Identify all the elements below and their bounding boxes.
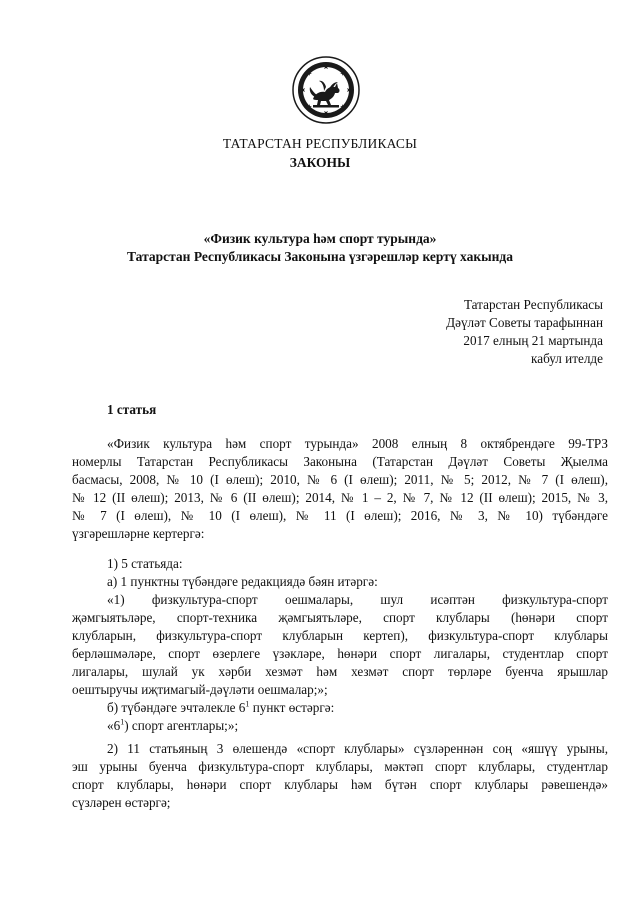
text-line: эш урыны буенча физкультура-спорт клублары, мәктәп спорт клублары, студентлар bbox=[72, 759, 608, 774]
text-line: җәмгыятьләре, спорт-техника җәмгыятьләре, спорт клублары (һөнәри спорт bbox=[72, 610, 608, 625]
text-line: а) 1 пунктны түбәндәге редакциядә бәян итәргә: bbox=[107, 574, 378, 589]
text-line bbox=[72, 699, 608, 717]
adoption-line: Дәүләт Советы тарафыннан bbox=[446, 315, 603, 330]
text-line bbox=[72, 717, 608, 735]
coat-of-arms-emblem bbox=[291, 55, 361, 125]
text-segment: «6 bbox=[107, 718, 121, 733]
text-line: сүзләрен өстәргә; bbox=[72, 795, 171, 810]
article-heading: 1 статья bbox=[107, 402, 157, 417]
text-line: басмасы, 2008, № 10 (I өлеш); 2010, № 6 (I өлеш); 2011, № 5; 2012, № 7 (I өлеш), bbox=[72, 472, 608, 487]
text-line: номерлы Татарстан Республикасы Законына (Татарстан Дәүләт Советы Җыелма bbox=[72, 454, 608, 469]
text-line: № 12 (II өлеш); 2013, № 6 (II өлеш); 2014, № 1 – 2, № 7, № 12 (II өлеш); 2015, № 3, bbox=[72, 490, 608, 505]
text-line: үзгәрешләрне кертергә: bbox=[72, 526, 205, 541]
text-line: клубларын, физкультура-спорт клубларын кертеп), физкультура-спорт клублары bbox=[72, 628, 608, 643]
text-line: «Физик культура һәм спорт турында» 2008 елның 8 октябрендәге 99-ТРЗ bbox=[107, 436, 608, 451]
text-segment: б) түбәндәге эчтәлекле 6 bbox=[107, 700, 246, 715]
law-heading: ЗАКОНЫ bbox=[289, 155, 351, 170]
text-line: лигалары, шулай ук хәрби хезмәт һәм хезмәт спорт төрләре буенча ярышлар bbox=[72, 664, 608, 679]
text-line: 2) 11 статьяның 3 өлешендә «спорт клублары» сүзләреннән соң «яшүү урыны, bbox=[107, 741, 608, 756]
law-title-line-1: «Физик культура һәм спорт турында» bbox=[203, 231, 437, 246]
text-line: 1) 5 статьяда: bbox=[107, 556, 183, 571]
item-1-block bbox=[72, 555, 608, 735]
law-title-line-2: Татарстан Республикасы Законына үзгәрешләр кертү хакында bbox=[127, 249, 513, 264]
text-segment: пункт өстәргә: bbox=[249, 700, 335, 715]
text-line: «1) физкультура-спорт оешмалары, шул исәптән физкультура-спорт bbox=[107, 592, 608, 607]
adoption-block bbox=[446, 296, 603, 368]
text-line: оештыручы иҗтимагый-дәүләти оешмалар;»; bbox=[72, 682, 328, 697]
superscript: 1 bbox=[245, 699, 250, 709]
item-2-paragraph bbox=[72, 740, 608, 812]
adoption-line: 2017 елның 21 мартында bbox=[463, 333, 603, 348]
republic-heading: ТАТАРСТАН РЕСПУБЛИКАСЫ bbox=[222, 136, 418, 151]
text-line: берләшмәләре, спорт өзерлеге үзәкләре, һөнәри спорт лигалары, студентлар спорт bbox=[72, 646, 608, 661]
text-segment: ) спорт агентлары;»; bbox=[124, 718, 239, 733]
adoption-line: кабул ителде bbox=[531, 351, 603, 366]
text-line: № 7 (I өлеш), № 10 (I өлеш), № 11 (I өлеш); 2016, № 3, № 10) түбәндәге bbox=[72, 508, 608, 523]
text-line: спорт клублары, һөнәри спорт клублары һәм бүтән спорт клублары рәвешендә» bbox=[72, 777, 608, 792]
superscript: 1 bbox=[120, 717, 125, 727]
adoption-line: Татарстан Республикасы bbox=[463, 297, 603, 312]
article-intro-paragraph bbox=[72, 435, 608, 543]
